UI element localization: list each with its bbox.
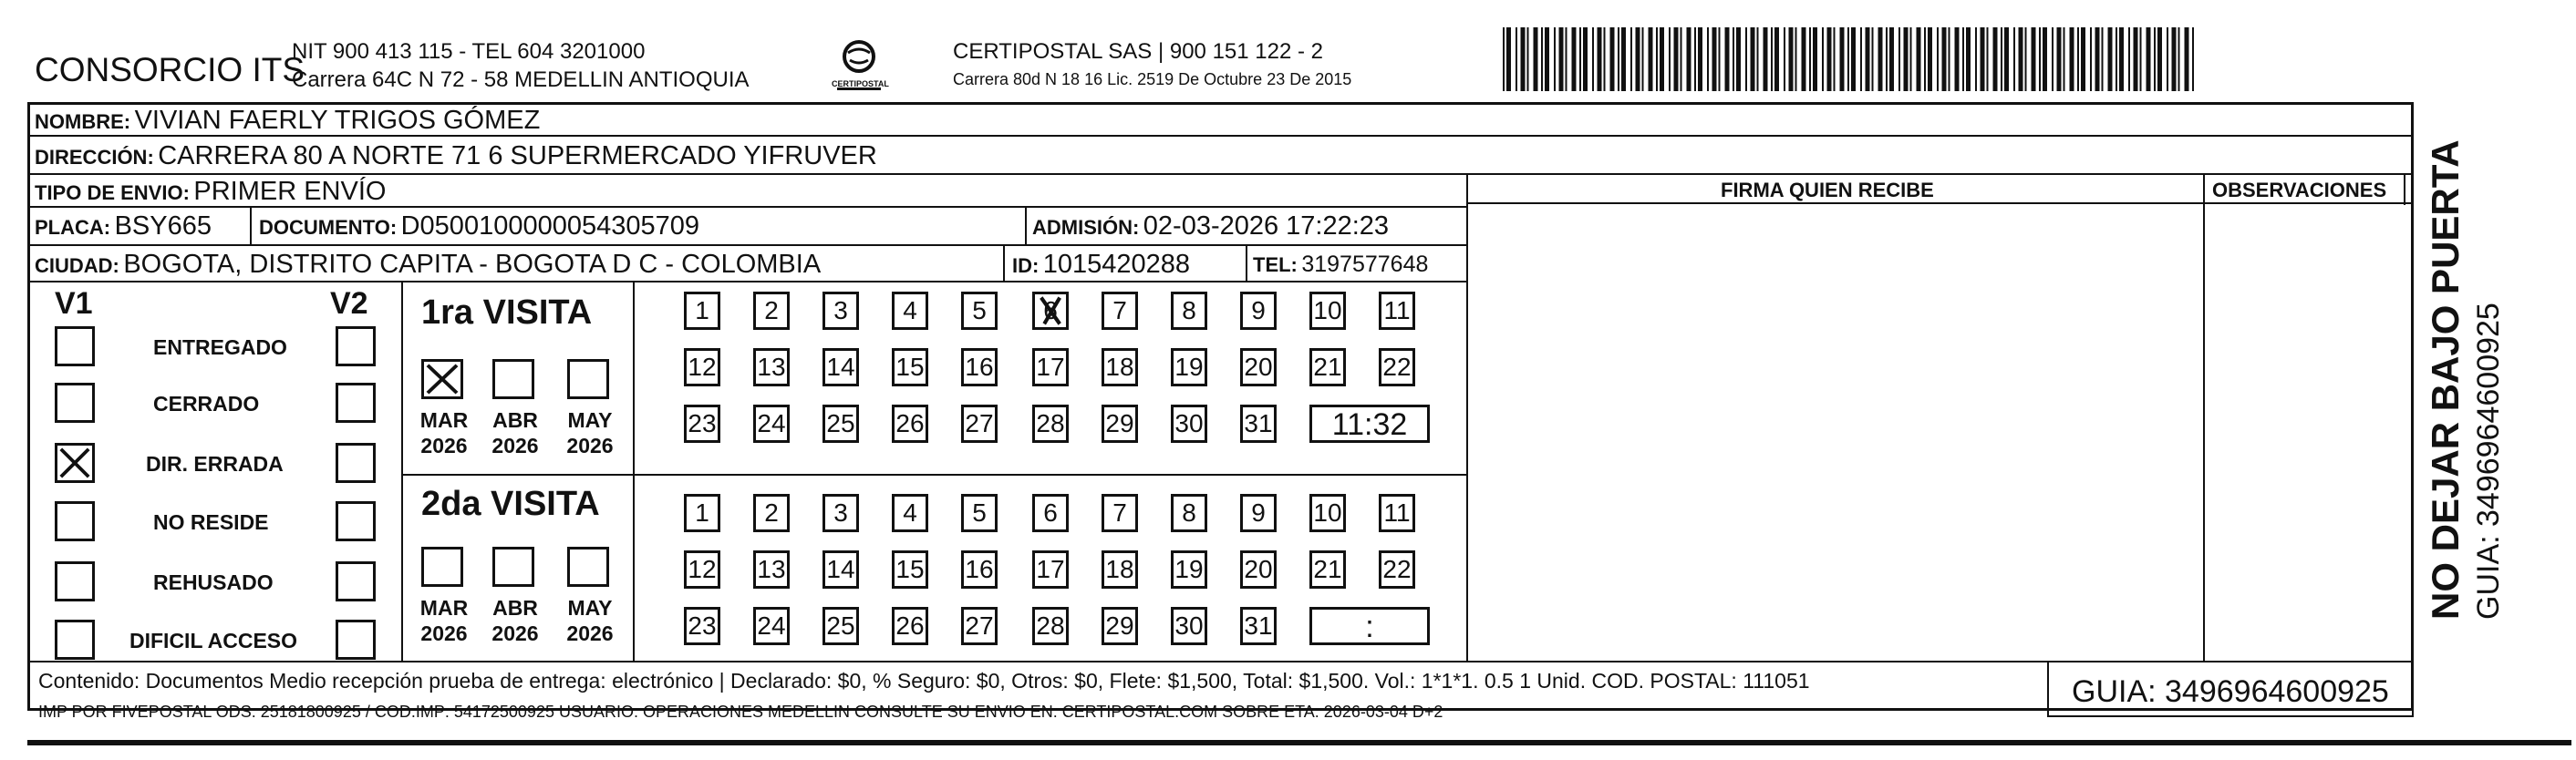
year-label: 2026 — [420, 434, 468, 457]
month-label: MAR — [419, 408, 469, 432]
barcode-bar — [1579, 27, 1581, 91]
barcode-bar — [1751, 27, 1755, 91]
v1-header: V1 — [55, 286, 93, 321]
month-checkbox-mar[interactable] — [421, 359, 463, 399]
day-box[interactable]: 28 — [1032, 405, 1069, 443]
barcode-bar — [2095, 27, 2100, 91]
barcode-bar — [1712, 27, 1717, 91]
day-box[interactable]: 26 — [892, 405, 928, 443]
barcode-bar — [1904, 27, 1909, 91]
barcode-bar — [2128, 27, 2130, 91]
barcode-bar — [2001, 27, 2002, 91]
barcode-bar — [2157, 27, 2162, 91]
barcode-bar — [1736, 27, 1741, 91]
year-label: 2026 — [420, 621, 468, 645]
guia-number: GUIA: 3496964600925 — [2072, 674, 2389, 709]
nombre-row — [35, 108, 540, 134]
day-box[interactable]: 19 — [1171, 550, 1207, 589]
barcode-bar — [1987, 27, 1989, 91]
barcode-bar — [1771, 27, 1773, 91]
tipo-envio-label: TIPO DE ENVIO: — [35, 181, 190, 204]
tel-cell — [1253, 253, 1428, 276]
barcode-bar — [1572, 27, 1577, 91]
barcode-bar — [1886, 27, 1888, 91]
row-divider — [401, 474, 1468, 476]
month-checkbox-mar[interactable] — [421, 547, 463, 587]
company-nit: NIT 900 413 115 - TEL 604 3201000 — [292, 39, 646, 64]
barcode — [1503, 27, 2199, 91]
certipostal-address: Carrera 80d N 18 16 Lic. 2519 De Octubre 23 De 2015 — [953, 70, 1352, 88]
barcode-bar — [1993, 27, 1998, 91]
barcode-bar — [1649, 27, 1653, 91]
day-box[interactable]: 19 — [1171, 348, 1207, 386]
barcode-bar — [2167, 27, 2168, 91]
barcode-bar — [1966, 27, 1971, 91]
barcode-bar — [1583, 27, 1588, 91]
barcode-bar — [2052, 27, 2054, 91]
barcode-bar — [2154, 27, 2156, 91]
barcode-bar — [2025, 27, 2027, 91]
barcode-bar — [1802, 27, 1806, 91]
status-label: DIFICIL ACCESO — [129, 629, 298, 652]
documento-value: D0500100000054305709 — [400, 211, 699, 241]
barcode-bar — [1687, 27, 1691, 91]
barcode-bar — [1917, 27, 1921, 91]
day-box[interactable]: 23 — [684, 607, 720, 645]
barcode-bar — [1955, 27, 1960, 91]
documento-label: DOCUMENTO: — [259, 216, 398, 239]
barcode-bar — [1928, 27, 1932, 91]
day-box[interactable]: 5 — [961, 494, 998, 532]
barcode-bar — [1860, 27, 1862, 91]
company-address: Carrera 64C N 72 - 58 MEDELLIN ANTIOQUIA — [292, 67, 750, 92]
barcode-bar — [1764, 27, 1768, 91]
day-box[interactable]: 2 — [753, 292, 790, 330]
status-label: REHUSADO — [153, 570, 274, 594]
day-box[interactable]: 1 — [684, 494, 720, 532]
day-box[interactable]: 11 — [1379, 494, 1415, 532]
day-box[interactable]: 21 — [1309, 550, 1346, 589]
barcode-bar — [2140, 27, 2142, 91]
firma-header: FIRMA QUIEN RECIBE — [1721, 179, 1934, 201]
ciudad-value: BOGOTA, DISTRITO CAPITA - BOGOTA D C - COLOMBIA — [123, 250, 822, 279]
barcode-bar — [1694, 27, 1696, 91]
ciudad-label: CIUDAD: — [35, 254, 119, 277]
placa-label: PLACA: — [35, 216, 111, 239]
id-value: 1015420288 — [1042, 250, 1191, 279]
barcode-bar — [2178, 27, 2180, 91]
barcode-bar — [2185, 27, 2189, 91]
day-box[interactable]: 26 — [892, 607, 928, 645]
barcode-bar — [2192, 27, 2194, 91]
barcode-bar — [1847, 27, 1849, 91]
barcode-bar — [1636, 27, 1640, 91]
certipostal-logo-label: CERTIPOSTAL — [832, 79, 889, 88]
day-box[interactable]: 20 — [1240, 550, 1277, 589]
barcode-bar — [1642, 27, 1644, 91]
day-box[interactable]: 6 — [1032, 292, 1069, 330]
barcode-bar — [2147, 27, 2151, 91]
barcode-bar — [1559, 27, 1564, 91]
day-box[interactable]: 22 — [1379, 348, 1415, 386]
day-box[interactable]: 31 — [1240, 607, 1277, 645]
barcode-bar — [1725, 27, 1730, 91]
barcode-bar — [2077, 27, 2079, 91]
barcode-bar — [1719, 27, 1721, 91]
barcode-bar — [1840, 27, 1845, 91]
admision-value: 02-03-2026 17:22:23 — [1143, 211, 1390, 241]
barcode-bar — [1656, 27, 1658, 91]
year-label: 2026 — [491, 621, 539, 645]
day-box[interactable]: 28 — [1032, 607, 1069, 645]
day-box[interactable]: 18 — [1102, 348, 1138, 386]
day-box[interactable]: 10 — [1309, 292, 1346, 330]
barcode-bar — [2039, 27, 2041, 91]
column-divider — [250, 206, 252, 244]
day-box[interactable]: 3 — [822, 494, 859, 532]
tel-value: 3197577648 — [1301, 252, 1429, 277]
barcode-bar — [2013, 27, 2015, 91]
barcode-bar — [1851, 27, 1856, 91]
day-box[interactable]: 24 — [753, 405, 790, 443]
day-box[interactable]: 4 — [892, 292, 928, 330]
barcode-bar — [1898, 27, 1900, 91]
day-box[interactable]: 15 — [892, 348, 928, 386]
status-label: ENTREGADO — [153, 335, 287, 359]
ciudad-cell — [35, 252, 821, 278]
barcode-bar — [1618, 27, 1619, 91]
day-box[interactable]: 1 — [684, 292, 720, 330]
day-box[interactable]: 13 — [753, 348, 790, 386]
form-bottom-rule — [27, 740, 2571, 745]
day-box[interactable]: 12 — [684, 348, 720, 386]
row-divider — [27, 173, 2414, 175]
barcode-bar — [2134, 27, 2138, 91]
placa-value: BSY665 — [114, 211, 212, 241]
barcode-bar — [2081, 27, 2085, 91]
footer-content-line: Contenido: Documentos Medio recepción prueba de entrega: electrónico | Declarado: $0, % Seguro: $0, Otros: $0, Flete: $1,500, Total: $1,500. Vol.: 1*1*1. 0.5 1 Unid. COD. POSTAL: 111051 — [38, 669, 1810, 693]
day-box[interactable]: 18 — [1102, 550, 1138, 589]
barcode-bar — [1681, 27, 1682, 91]
barcode-bar — [1878, 27, 1883, 91]
barcode-bar — [1674, 27, 1679, 91]
row-divider — [27, 281, 1468, 282]
nombre-value: VIVIAN FAERLY TRIGOS GÓMEZ — [134, 106, 541, 135]
day-box[interactable]: 2 — [753, 494, 790, 532]
barcode-bar — [1521, 27, 1526, 91]
month-label: MAY — [567, 596, 613, 620]
day-box[interactable]: 10 — [1309, 494, 1346, 532]
year-label: 2026 — [566, 434, 614, 457]
barcode-bar — [1506, 27, 1511, 91]
row-divider — [27, 206, 1468, 208]
second-visit-time[interactable]: : — [1309, 607, 1430, 645]
barcode-bar — [1789, 27, 1794, 91]
tipo-envio-value: PRIMER ENVÍO — [193, 177, 387, 206]
tipo-envio-row — [35, 179, 386, 205]
v2-checkbox[interactable] — [336, 383, 376, 423]
day-box[interactable]: 7 — [1102, 494, 1138, 532]
barcode-bar — [1516, 27, 1517, 91]
day-box[interactable]: 7 — [1102, 292, 1138, 330]
barcode-bar — [1910, 27, 1912, 91]
barcode-bar — [1809, 27, 1811, 91]
barcode-bar — [2057, 27, 2062, 91]
v1-checkbox[interactable] — [55, 326, 95, 366]
column-divider — [401, 281, 403, 661]
v1-checkbox[interactable] — [55, 561, 95, 601]
month-label: MAY — [567, 408, 613, 432]
barcode-bar — [1889, 27, 1894, 91]
column-divider — [1246, 244, 1247, 281]
barcode-bar — [2108, 27, 2113, 91]
day-box[interactable]: 8 — [1171, 494, 1207, 532]
barcode-bar — [1962, 27, 1964, 91]
day-box[interactable]: 20 — [1240, 348, 1277, 386]
barcode-bar — [1822, 27, 1824, 91]
day-box[interactable]: 25 — [822, 607, 859, 645]
day-box[interactable]: 30 — [1171, 607, 1207, 645]
nombre-label: NOMBRE: — [35, 110, 131, 133]
barcode-bar — [2043, 27, 2047, 91]
v2-checkbox[interactable] — [336, 443, 376, 483]
column-divider — [1025, 206, 1027, 244]
placa-cell — [35, 213, 212, 240]
barcode-bar — [1975, 27, 1977, 91]
barcode-bar — [1669, 27, 1671, 91]
v2-checkbox[interactable] — [336, 561, 376, 601]
v2-checkbox[interactable] — [336, 326, 376, 366]
barcode-bar — [1610, 27, 1615, 91]
barcode-bar — [2090, 27, 2092, 91]
direccion-row — [35, 143, 877, 169]
barcode-bar — [1541, 27, 1543, 91]
day-box[interactable]: 12 — [684, 550, 720, 589]
admision-label: ADMISIÓN: — [1032, 216, 1140, 239]
barcode-bar — [1554, 27, 1556, 91]
barcode-bar — [1698, 27, 1702, 91]
company-name: CONSORCIO ITS — [35, 51, 305, 88]
day-box[interactable]: 13 — [753, 550, 790, 589]
side-notice — [2424, 139, 2507, 620]
day-box[interactable]: 27 — [961, 405, 998, 443]
day-box[interactable]: 29 — [1102, 405, 1138, 443]
day-box[interactable]: 31 — [1240, 405, 1277, 443]
barcode-bar — [2019, 27, 2023, 91]
day-box[interactable]: 8 — [1171, 292, 1207, 330]
admision-cell — [1032, 213, 1389, 240]
month-label: ABR — [492, 596, 538, 620]
year-label: 2026 — [491, 434, 539, 457]
day-box[interactable]: 17 — [1032, 348, 1069, 386]
v1-checkbox[interactable] — [55, 501, 95, 541]
barcode-bar — [1621, 27, 1626, 91]
barcode-bar — [1604, 27, 1606, 91]
barcode-bar — [1942, 27, 1947, 91]
barcode-bar — [2004, 27, 2009, 91]
barcode-bar — [1503, 27, 1505, 91]
day-box[interactable]: 23 — [684, 405, 720, 443]
column-divider — [1466, 173, 1468, 661]
first-visit-time[interactable]: 11:32 — [1309, 405, 1430, 443]
barcode-bar — [2064, 27, 2065, 91]
month-label: ABR — [492, 408, 538, 432]
day-box[interactable]: 6 — [1032, 494, 1069, 532]
barcode-bar — [1527, 27, 1529, 91]
row-divider — [1468, 202, 2414, 204]
v1-checkbox[interactable] — [55, 383, 95, 423]
month-checkbox-may[interactable] — [567, 359, 609, 399]
barcode-bar — [1707, 27, 1709, 91]
day-box[interactable]: 30 — [1171, 405, 1207, 443]
barcode-bar — [1949, 27, 1950, 91]
day-box[interactable]: 24 — [753, 607, 790, 645]
barcode-bar — [1834, 27, 1836, 91]
documento-cell — [259, 213, 699, 240]
day-box[interactable]: 29 — [1102, 607, 1138, 645]
month-checkbox-may[interactable] — [567, 547, 609, 587]
observaciones-header: OBSERVACIONES — [2212, 179, 2387, 201]
barcode-bar — [1784, 27, 1785, 91]
barcode-bar — [2172, 27, 2177, 91]
day-box[interactable]: 17 — [1032, 550, 1069, 589]
row-divider — [27, 135, 2414, 137]
barcode-bar — [2102, 27, 2104, 91]
barcode-bar — [1866, 27, 1870, 91]
day-box[interactable]: 27 — [961, 607, 998, 645]
month-checkbox-abr[interactable] — [492, 547, 534, 587]
year-label: 2026 — [566, 621, 614, 645]
direccion-value: CARRERA 80 A NORTE 71 6 SUPERMERCADO YIFRUVER — [158, 141, 877, 170]
column-divider — [633, 281, 635, 661]
day-box[interactable]: 9 — [1240, 494, 1277, 532]
column-divider — [2203, 173, 2205, 661]
barcode-bar — [1937, 27, 1939, 91]
barcode-bar — [1745, 27, 1747, 91]
barcode-bar — [1757, 27, 1759, 91]
id-cell — [1012, 252, 1190, 278]
tel-label: TEL: — [1253, 253, 1298, 276]
day-box[interactable]: 11 — [1379, 292, 1415, 330]
column-divider — [1003, 244, 1005, 281]
barcode-bar — [1981, 27, 1985, 91]
barcode-bar — [1660, 27, 1664, 91]
barcode-bar — [1733, 27, 1734, 91]
day-box[interactable]: 3 — [822, 292, 859, 330]
barcode-bar — [1795, 27, 1797, 91]
barcode-bar — [1774, 27, 1779, 91]
first-visit-title: 1ra VISITA — [421, 293, 593, 332]
day-box[interactable]: 16 — [961, 348, 998, 386]
barcode-bar — [1566, 27, 1567, 91]
barcode-bar — [1872, 27, 1874, 91]
v2-checkbox[interactable] — [336, 501, 376, 541]
certipostal-name: CERTIPOSTAL SAS | 900 151 122 - 2 — [953, 39, 1323, 64]
barcode-bar — [1534, 27, 1538, 91]
barcode-bar — [1924, 27, 1926, 91]
day-box[interactable]: 21 — [1309, 348, 1346, 386]
side-guia-number: GUIA: 3496964600925 — [2471, 303, 2506, 620]
footer-print-line: IMP POR FIVEPOSTAL ODS: 25181800925 / COD.IMP: 54172500925 USUARIO: OPERACIONES MEDELLIN CONSULTE SU ENVIO EN: CERTIPOSTAL.COM SOBRE ETA: 2026-03-04 D+2 — [38, 703, 1443, 721]
day-box[interactable]: 9 — [1240, 292, 1277, 330]
barcode-bar — [2116, 27, 2117, 91]
barcode-bar — [2119, 27, 2124, 91]
day-box[interactable]: 4 — [892, 494, 928, 532]
status-label: DIR. ERRADA — [146, 452, 284, 476]
status-label: CERRADO — [153, 392, 260, 416]
month-checkbox-abr[interactable] — [492, 359, 534, 399]
day-box[interactable]: 25 — [822, 405, 859, 443]
direccion-label: DIRECCIÓN: — [35, 146, 154, 169]
day-box[interactable]: 5 — [961, 292, 998, 330]
day-box[interactable]: 16 — [961, 550, 998, 589]
v1-checkbox[interactable] — [55, 443, 95, 483]
v2-checkbox[interactable] — [336, 620, 376, 660]
barcode-bar — [2070, 27, 2074, 91]
second-visit-title: 2da VISITA — [421, 485, 600, 523]
day-box[interactable]: 15 — [892, 550, 928, 589]
day-box[interactable]: 14 — [822, 348, 859, 386]
barcode-bar — [1827, 27, 1832, 91]
month-label: MAR — [419, 596, 469, 620]
barcode-bar — [2032, 27, 2036, 91]
barcode-bar — [1545, 27, 1549, 91]
barcode-bar — [1592, 27, 1594, 91]
day-box[interactable]: 14 — [822, 550, 859, 589]
no-dejar-bajo-puerta: NO DEJAR BAJO PUERTA — [2424, 139, 2467, 620]
barcode-bar — [1630, 27, 1632, 91]
column-divider — [2404, 173, 2405, 205]
barcode-bar — [1598, 27, 1602, 91]
status-label: NO RESIDE — [153, 510, 269, 534]
v2-header: V2 — [330, 286, 368, 321]
barcode-bar — [1813, 27, 1817, 91]
v1-checkbox[interactable] — [55, 620, 95, 660]
id-label: ID: — [1012, 254, 1040, 277]
row-divider — [27, 244, 1468, 246]
day-box[interactable]: 22 — [1379, 550, 1415, 589]
